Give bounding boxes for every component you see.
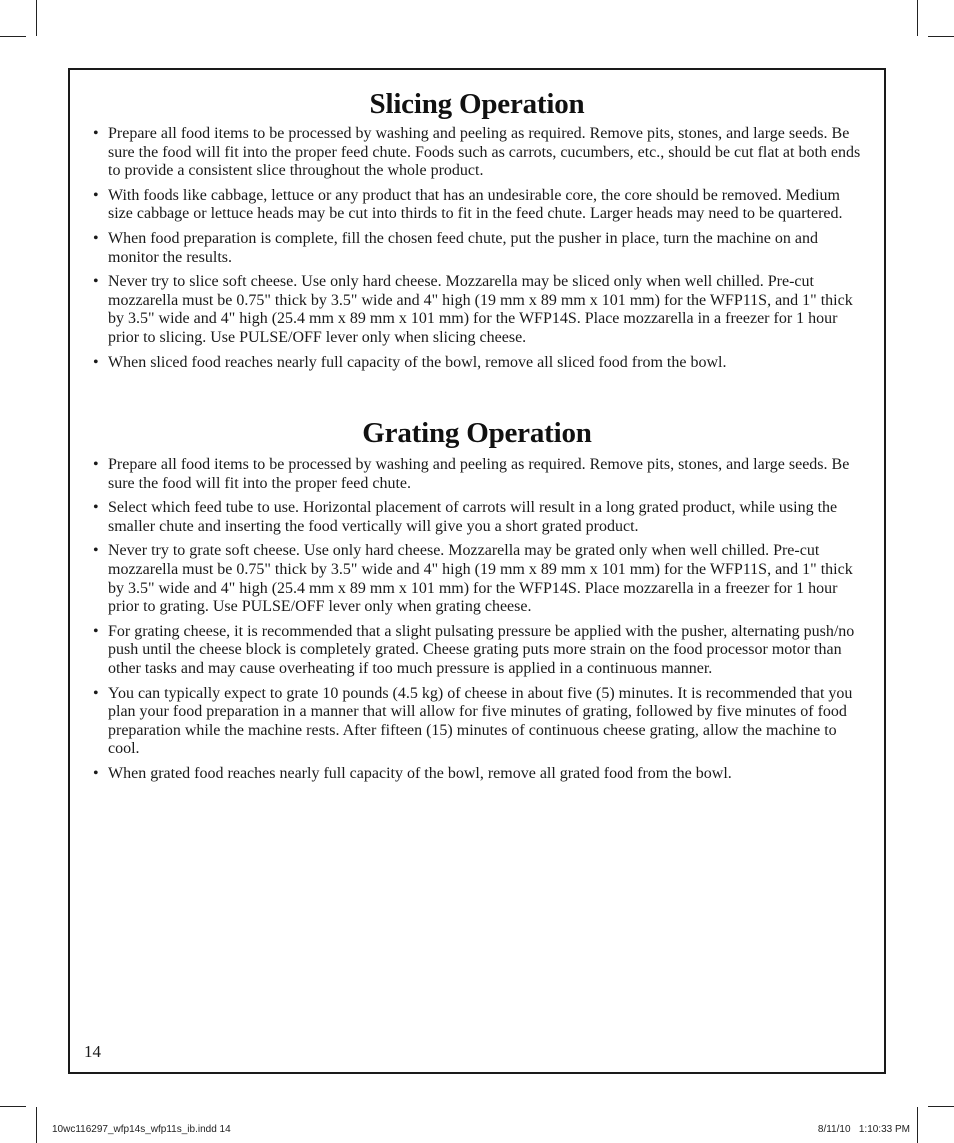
crop-mark	[917, 0, 918, 36]
crop-mark	[917, 1107, 918, 1143]
page-frame	[68, 68, 886, 1074]
list-item: • Prepare all food items to be processed by washing and peeling as required. Remove pits, stones, and large seeds. Be sure the food will fit into the proper feed chute. Foods such as carrots, cucumbers, etc., should be cut flat at both ends to provide a consistent slice throughout the whole product.	[92, 125, 864, 181]
list-item: • Prepare all food items to be processed by washing and peeling as required. Remove pits, stones, and large seeds. Be sure the food will fit into the proper feed chute.	[92, 456, 864, 493]
crop-mark	[0, 1106, 26, 1107]
crop-mark	[928, 1106, 954, 1107]
slicing-heading: Slicing Operation	[369, 88, 585, 120]
grating-list	[92, 456, 864, 790]
list-item: • Never try to slice soft cheese. Use only hard cheese. Mozzarella may be sliced only when well chilled. Pre-cut mozzarella must be 0.75" thick by 3.5" wide and 4" high (19 mm x 89 mm x 101 mm) for the WFP11S, and 1" thick by 3.5" wide and 4" high (25.4 mm x 89 mm x 101 mm) for the WFP14S. Place mozzarella in a freezer for 1 hour prior to slicing. Use PULSE/OFF lever only when slicing cheese.	[92, 273, 864, 347]
page-number: 14	[84, 1042, 101, 1061]
list-item: • With foods like cabbage, lettuce or any product that has an undesirable core, the core should be removed. Medium size cabbage or lettuce heads may be cut into thirds to fit in the feed chute. Larger heads may need to be quartered.	[92, 187, 864, 224]
grating-heading: Grating Operation	[362, 417, 592, 449]
crop-mark	[36, 0, 37, 36]
list-item: • Never try to grate soft cheese. Use only hard cheese. Mozzarella may be grated only when well chilled. Pre-cut mozzarella must be 0.75" thick by 3.5" wide and 4" high (19 mm x 89 mm x 101 mm) for the WFP11S, and 1" thick by 3.5" wide and 4" high (25.4 mm x 89 mm x 101 mm) for the WFP14S. Place mozzarella in a freezer for 1 hour prior to grating. Use PULSE/OFF lever only when grating cheese.	[92, 542, 864, 616]
crop-mark	[928, 36, 954, 37]
list-item: • For grating cheese, it is recommended that a slight pulsating pressure be applied with the pusher, alternating push/no push until the cheese block is completely grated. Cheese grating puts more strain on the food processor motor than other tasks and may cause overheating if too much pressure is applied in a continuous manner.	[92, 623, 864, 679]
list-item: • When sliced food reaches nearly full capacity of the bowl, remove all sliced food from the bowl.	[92, 354, 864, 373]
crop-mark	[36, 1107, 37, 1143]
slicing-list	[92, 125, 864, 378]
crop-mark	[0, 36, 26, 37]
slug-timestamp: 8/11/10 1:10:33 PM	[817, 1124, 910, 1135]
list-item: • When food preparation is complete, fill the chosen feed chute, put the pusher in place, turn the machine on and monitor the results.	[92, 230, 864, 267]
slug-filename: 10wc116297_wfp14s_wfp11s_ib.indd 14	[52, 1124, 231, 1135]
list-item: • You can typically expect to grate 10 pounds (4.5 kg) of cheese in about five (5) minutes. It is recommended that you plan your food preparation in a manner that will allow for five minutes of grating, followed by five minutes of food preparation while the machine rests. After fifteen (15) minutes of continuous cheese grating, allow the machine to cool.	[92, 685, 864, 759]
list-item: • When grated food reaches nearly full capacity of the bowl, remove all grated food from the bowl.	[92, 765, 864, 784]
list-item: • Select which feed tube to use. Horizontal placement of carrots will result in a long grated product, while using the smaller chute and inserting the food vertically will give you a short grated product.	[92, 499, 864, 536]
